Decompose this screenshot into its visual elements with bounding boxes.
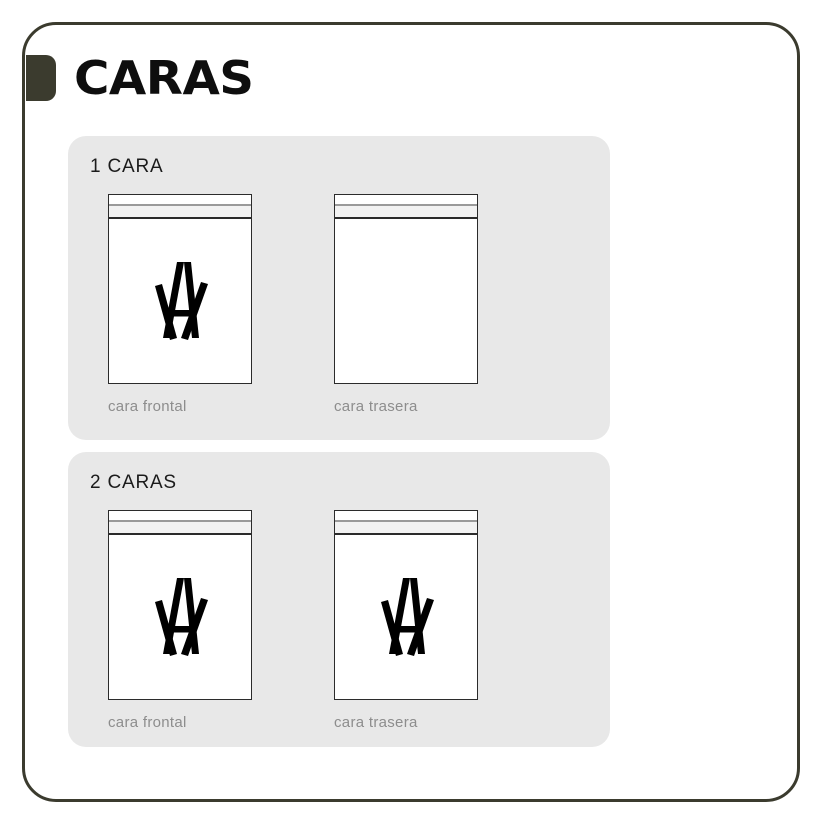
zip-line-top — [109, 204, 251, 206]
zip-line-bottom — [335, 217, 477, 219]
bag-list — [108, 194, 478, 415]
bag-front-2caras — [108, 510, 252, 700]
bag-item — [108, 510, 252, 731]
logo-container — [335, 533, 477, 699]
logo-container — [109, 533, 251, 699]
tab-marker-icon — [26, 55, 56, 101]
zip-band — [109, 206, 251, 218]
group-title: 2 CARAS — [90, 472, 177, 493]
bag-item — [108, 194, 252, 415]
group-panel-1-cara — [68, 136, 610, 440]
logo-container — [109, 217, 251, 383]
page-title: CARAS — [74, 51, 254, 105]
bag-caption: cara trasera — [334, 398, 418, 415]
zip-line-top — [335, 520, 477, 522]
brand-logo-icon — [143, 574, 217, 658]
group-title: 1 CARA — [90, 156, 164, 177]
zip-line-top — [109, 520, 251, 522]
brand-logo-icon — [369, 574, 443, 658]
bag-back-1cara — [334, 194, 478, 384]
zip-band — [335, 206, 477, 218]
bag-caption: cara frontal — [108, 398, 187, 415]
bag-front-1cara — [108, 194, 252, 384]
group-panel-2-caras — [68, 452, 610, 747]
bag-item — [334, 194, 478, 415]
zip-band — [109, 522, 251, 534]
bag-list — [108, 510, 478, 731]
bag-caption: cara trasera — [334, 714, 418, 731]
bag-caption: cara frontal — [108, 714, 187, 731]
bag-back-2caras — [334, 510, 478, 700]
title-row — [26, 51, 254, 105]
zip-band — [335, 522, 477, 534]
brand-logo-icon — [143, 258, 217, 342]
bag-item — [334, 510, 478, 731]
zip-line-top — [335, 204, 477, 206]
